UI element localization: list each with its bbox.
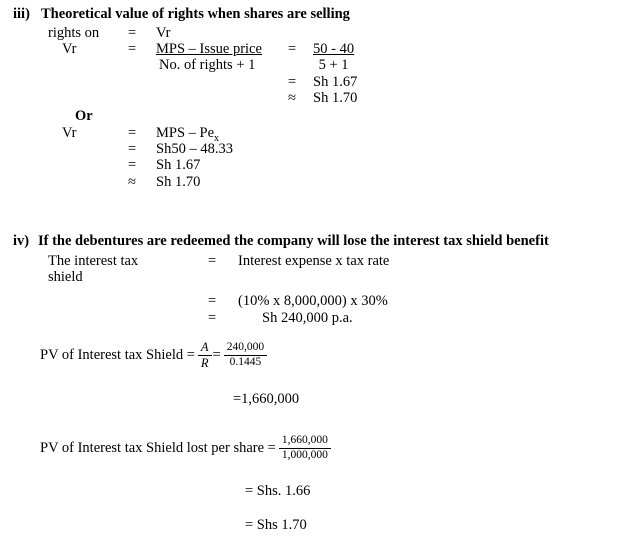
fraction-denominator: 5 + 1 (318, 57, 349, 74)
fraction-numerator: MPS – Issue price (156, 41, 262, 57)
label-line-2: shield (48, 269, 83, 286)
label-line-1: The interest tax (48, 253, 139, 269)
pv-per-share-label: PV of Interest tax Shield lost per share = (40, 439, 276, 456)
approx-sign: ≈ (128, 174, 136, 190)
pv-shield-label: PV of Interest tax Shield = (40, 346, 195, 363)
shield-result: Sh 240,000 p.a. (262, 310, 353, 326)
section-iii-label: iii) (13, 6, 30, 22)
result-value: Sh 1.67 (313, 74, 358, 90)
mps-minus-pex (156, 125, 220, 144)
approx-sign: ≈ (288, 90, 296, 106)
fraction-numerator: 50 - 40 (313, 41, 355, 57)
value-fraction (313, 41, 354, 73)
fraction-denominator: R (200, 355, 209, 370)
fraction-denominator: No. of rights + 1 (159, 57, 256, 74)
equals-sign: = (128, 141, 137, 157)
result-value: Sh 1.67 (156, 157, 201, 173)
vr-symbol: Vr (62, 125, 77, 141)
equals-sign: = (128, 125, 137, 141)
equals-sign: = (128, 41, 137, 57)
fraction-denominator: 0.1445 (229, 355, 262, 368)
rights-on-label: rights on (48, 25, 100, 41)
equals-sign: = (288, 41, 297, 57)
per-share-fraction (279, 434, 331, 463)
shield-computation: (10% x 8,000,000) x 30% (238, 293, 388, 309)
fraction-numerator: A (198, 340, 212, 356)
fraction-numerator: 1,660,000 (279, 434, 331, 449)
pv-shield-equation (40, 340, 268, 370)
equals-sign: = (212, 346, 221, 363)
per-share-result-rounded: = Shs 1.70 (245, 517, 307, 533)
or-label: Or (75, 108, 93, 124)
section-iv-label: iv) (13, 233, 30, 249)
result-value: Sh 1.70 (313, 90, 358, 106)
equals-sign: = (208, 253, 217, 269)
pv-value-fraction (224, 341, 267, 370)
interest-tax-shield-label (48, 253, 138, 285)
expression-subscript: x (214, 132, 220, 144)
vr-symbol: Vr (62, 41, 77, 57)
section-iii-heading: Theoretical value of rights when shares are selling (41, 6, 350, 22)
shield-expression: Interest expense x tax rate (238, 253, 390, 269)
result-value: Sh 1.70 (156, 174, 201, 190)
per-share-result: = Shs. 1.66 (245, 483, 311, 499)
equals-sign: = (208, 310, 217, 326)
equals-sign: = (208, 293, 217, 309)
equals-sign: = (288, 74, 297, 90)
vr-symbol: Vr (156, 25, 171, 41)
symbolic-fraction (156, 41, 262, 73)
result-value: Sh50 – 48.33 (156, 141, 233, 157)
fraction-numerator: 240,000 (224, 341, 267, 356)
section-iv-heading: If the debentures are redeemed the company will lose the interest tax shield benefit (38, 233, 549, 249)
expression-main: MPS – Pe (156, 125, 215, 141)
equals-sign: = (128, 25, 137, 41)
fraction-denominator: 1,000,000 (281, 448, 328, 461)
pv-per-share-equation (40, 433, 332, 463)
a-over-r-fraction (198, 340, 212, 371)
equals-sign: = (128, 157, 137, 173)
pv-shield-result: =1,660,000 (233, 391, 300, 407)
